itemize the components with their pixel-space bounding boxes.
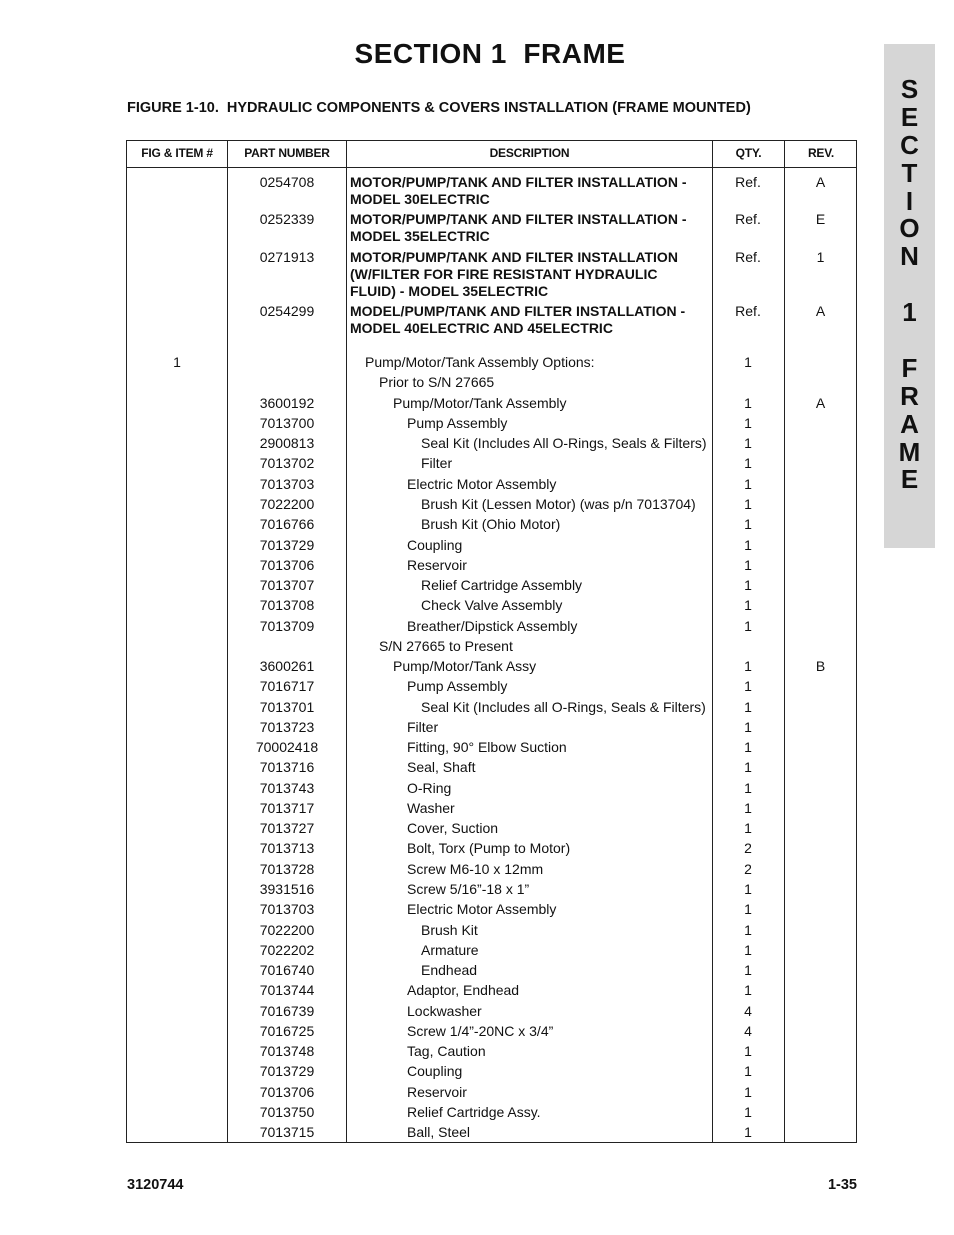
part-number-cell: 3600261 xyxy=(259,658,315,674)
qty-cell: 1 xyxy=(744,901,752,917)
side-tab-letters xyxy=(884,76,935,494)
part-number-cell: 7013716 xyxy=(259,759,315,775)
side-tab-letter: E xyxy=(900,101,919,132)
part-number-cell: 7013750 xyxy=(259,1104,315,1120)
qty-cell: 1 xyxy=(744,800,752,816)
part-number-cell: 7016740 xyxy=(259,962,315,978)
description-cell: Adaptor, Endhead xyxy=(407,982,520,998)
rev-cell: 1 xyxy=(816,249,825,265)
qty-cell: 1 xyxy=(744,516,752,532)
description-cell: Relief Cartridge Assembly xyxy=(421,577,583,593)
side-tab-letter: I xyxy=(905,185,914,216)
description-cell: Pump/Motor/Tank Assy xyxy=(393,658,537,674)
qty-cell: 1 xyxy=(744,435,752,451)
description-cell: Reservoir xyxy=(407,1084,467,1100)
header-description: DESCRIPTION xyxy=(489,146,570,160)
part-number-cell: 7013744 xyxy=(259,982,315,998)
description-cell: Brush Kit (Ohio Motor) xyxy=(421,516,561,532)
description-cell: Electric Motor Assembly xyxy=(407,476,557,492)
part-number-cell: 7022200 xyxy=(259,496,315,512)
qty-cell: 1 xyxy=(744,1084,752,1100)
qty-cell: 1 xyxy=(744,618,752,634)
qty-cell: 1 xyxy=(744,537,752,553)
description-cell: Screw 5/16”-18 x 1” xyxy=(407,881,530,897)
part-number-cell: 7013728 xyxy=(259,861,315,877)
part-number-cell: 0254708 xyxy=(259,174,315,190)
part-number-cell: 7013717 xyxy=(259,800,315,816)
part-number-cell: 7013729 xyxy=(259,537,315,553)
part-number-cell: 7013706 xyxy=(259,1084,315,1100)
fig-item-cell: 1 xyxy=(173,354,181,370)
description-cell: MOTOR/PUMP/TANK AND FILTER INSTALLATION - MODEL 35ELECTRIC xyxy=(350,211,687,244)
qty-cell: 1 xyxy=(744,496,752,512)
qty-cell: 1 xyxy=(744,962,752,978)
part-number-cell: 7013706 xyxy=(259,557,315,573)
part-number-cell: 7013713 xyxy=(259,840,315,856)
section-side-tab xyxy=(884,44,935,548)
qty-cell: 1 xyxy=(744,354,752,370)
part-number-cell: 7016717 xyxy=(259,678,315,694)
part-number-cell: 7022200 xyxy=(259,922,315,938)
side-tab-letter: A xyxy=(900,408,919,439)
header-fig-item: FIG & ITEM # xyxy=(141,146,213,160)
description-cell: Coupling xyxy=(407,1063,463,1079)
part-number-cell: 7016725 xyxy=(259,1023,315,1039)
header-part-number: PART NUMBER xyxy=(244,146,330,160)
part-number-cell: 7013748 xyxy=(259,1043,315,1059)
part-number-cell: 70002418 xyxy=(255,739,319,755)
description-cell: Tag, Caution xyxy=(407,1043,486,1059)
description-cell: Coupling xyxy=(407,537,463,553)
qty-cell: 1 xyxy=(744,557,752,573)
rev-cell: A xyxy=(815,303,826,319)
qty-cell: 1 xyxy=(744,395,752,411)
qty-cell: 1 xyxy=(744,455,752,471)
side-tab-letter: O xyxy=(899,213,920,244)
rev-cell: A xyxy=(815,395,826,411)
qty-cell: Ref. xyxy=(735,174,761,190)
description-cell: Breather/Dipstick Assembly xyxy=(407,618,578,634)
side-tab-letter: S xyxy=(900,74,919,104)
description-cell: Seal Kit (Includes All O-Rings, Seals & Filters) xyxy=(421,435,707,451)
qty-cell: Ref. xyxy=(735,211,761,227)
qty-cell: 1 xyxy=(744,780,752,796)
description-cell: Armature xyxy=(421,942,479,958)
side-tab-spacer xyxy=(884,327,935,355)
rev-cell: E xyxy=(815,211,826,227)
parts-table xyxy=(126,140,857,1143)
description-cell: Cover, Suction xyxy=(407,820,499,836)
description-cell: MOTOR/PUMP/TANK AND FILTER INSTALLATION - MODEL 30ELECTRIC xyxy=(350,174,687,207)
section-title: SECTION 1 FRAME xyxy=(354,38,626,69)
description-cell: MOTOR/PUMP/TANK AND FILTER INSTALLATION (W/FILTER FOR FIRE RESISTANT HYDRAULIC FLUID) - MODEL 35ELECTRIC xyxy=(350,249,678,299)
qty-cell: 1 xyxy=(744,699,752,715)
description-cell: Screw 1/4”-20NC x 3/4” xyxy=(407,1023,554,1039)
description-cell: Brush Kit xyxy=(421,922,478,938)
description-cell: O-Ring xyxy=(407,780,452,796)
side-tab-letter: C xyxy=(900,129,919,160)
part-number-cell: 7016766 xyxy=(259,516,315,532)
page-number: 1-35 xyxy=(827,1177,857,1193)
part-number-cell: 7013715 xyxy=(259,1124,315,1140)
part-number-cell: 7013708 xyxy=(259,597,315,613)
qty-cell: 2 xyxy=(744,861,752,877)
description-cell: Pump/Motor/Tank Assembly Options: xyxy=(365,354,595,370)
description-cell: Check Valve Assembly xyxy=(421,597,563,613)
qty-cell: 1 xyxy=(744,759,752,775)
description-cell: Brush Kit (Lessen Motor) (was p/n 7013704) xyxy=(421,496,696,512)
part-number-cell: 7013703 xyxy=(259,901,315,917)
qty-cell: 1 xyxy=(744,982,752,998)
qty-cell: 1 xyxy=(744,719,752,735)
part-number-cell: 3931516 xyxy=(259,881,315,897)
description-cell: Filter xyxy=(407,719,439,735)
description-cell: S/N 27665 to Present xyxy=(379,638,513,654)
table-header-row xyxy=(127,141,856,168)
qty-cell: 1 xyxy=(744,942,752,958)
description-cell: Relief Cartridge Assy. xyxy=(407,1104,541,1120)
part-number-cell: 7013723 xyxy=(259,719,315,735)
part-number-cell: 7013703 xyxy=(259,476,315,492)
part-number-cell: 0271913 xyxy=(259,249,315,265)
qty-cell: 1 xyxy=(744,1124,752,1140)
part-number-cell: 7022202 xyxy=(259,942,315,958)
part-number-cell: 7016739 xyxy=(259,1003,315,1019)
part-number-cell: 7013700 xyxy=(259,415,315,431)
qty-cell: 1 xyxy=(744,577,752,593)
qty-cell: 2 xyxy=(744,840,752,856)
side-tab-letter: N xyxy=(900,241,919,272)
part-number-cell: 7013729 xyxy=(259,1063,315,1079)
description-cell: Screw M6-10 x 12mm xyxy=(407,861,544,877)
header-qty: QTY. xyxy=(735,146,762,160)
qty-cell: 1 xyxy=(744,881,752,897)
qty-cell: Ref. xyxy=(735,249,761,265)
qty-cell: 1 xyxy=(744,922,752,938)
qty-cell: 1 xyxy=(744,1104,752,1120)
description-cell: Bolt, Torx (Pump to Motor) xyxy=(407,840,571,856)
description-cell: Seal Kit (Includes all O-Rings, Seals & Filters) xyxy=(421,699,706,715)
description-cell: Pump/Motor/Tank Assembly xyxy=(393,395,567,411)
qty-cell: 1 xyxy=(744,597,752,613)
qty-cell: 1 xyxy=(744,1063,752,1079)
qty-cell: 4 xyxy=(744,1003,752,1019)
side-tab-letter: M xyxy=(898,436,921,467)
qty-cell: 4 xyxy=(744,1023,752,1039)
side-tab-letter: 1 xyxy=(902,297,917,328)
qty-cell: 1 xyxy=(744,678,752,694)
qty-cell: 1 xyxy=(744,739,752,755)
part-number-cell: 7013702 xyxy=(259,455,315,471)
header-rev: REV. xyxy=(807,146,835,160)
column-divider xyxy=(784,141,785,1142)
description-cell: Reservoir xyxy=(407,557,467,573)
description-cell: Seal, Shaft xyxy=(407,759,476,775)
description-cell: Fitting, 90° Elbow Suction xyxy=(407,739,567,755)
qty-cell: Ref. xyxy=(735,303,761,319)
part-number-cell: 0252339 xyxy=(259,211,315,227)
qty-cell: 1 xyxy=(744,415,752,431)
description-cell: Filter xyxy=(421,455,453,471)
side-tab-letter: T xyxy=(901,157,918,188)
part-number-cell: 7013709 xyxy=(259,618,315,634)
description-cell: Ball, Steel xyxy=(407,1124,471,1140)
qty-cell: 1 xyxy=(744,820,752,836)
description-cell: MODEL/PUMP/TANK AND FILTER INSTALLATION - MODEL 40ELECTRIC AND 45ELECTRIC xyxy=(350,303,686,336)
part-number-cell: 3600192 xyxy=(259,395,315,411)
description-cell: Electric Motor Assembly xyxy=(407,901,557,917)
side-tab-letter: F xyxy=(901,352,918,383)
qty-cell: 1 xyxy=(744,476,752,492)
description-cell: Pump Assembly xyxy=(407,678,508,694)
description-cell: Pump Assembly xyxy=(407,415,508,431)
part-number-cell: 7013727 xyxy=(259,820,315,836)
side-tab-spacer xyxy=(884,271,935,299)
qty-cell: 1 xyxy=(744,1043,752,1059)
rev-cell: A xyxy=(815,174,826,190)
rev-cell: B xyxy=(815,658,826,674)
figure-title: FIGURE 1-10. HYDRAULIC COMPONENTS & COVERS INSTALLATION (FRAME MOUNTED) xyxy=(127,100,751,116)
description-cell: Prior to S/N 27665 xyxy=(379,374,495,390)
document-number: 3120744 xyxy=(127,1177,184,1193)
side-tab-letter: R xyxy=(900,380,919,411)
part-number-cell: 0254299 xyxy=(259,303,315,319)
part-number-cell: 7013743 xyxy=(259,780,315,796)
part-number-cell: 2900813 xyxy=(259,435,315,451)
column-divider xyxy=(346,141,347,1142)
description-cell: Washer xyxy=(407,800,455,816)
description-cell: Endhead xyxy=(421,962,478,978)
part-number-cell: 7013707 xyxy=(259,577,315,593)
qty-cell: 1 xyxy=(744,658,752,674)
description-cell: Lockwasher xyxy=(407,1003,482,1019)
part-number-cell: 7013701 xyxy=(259,699,315,715)
side-tab-letter: E xyxy=(900,464,919,495)
